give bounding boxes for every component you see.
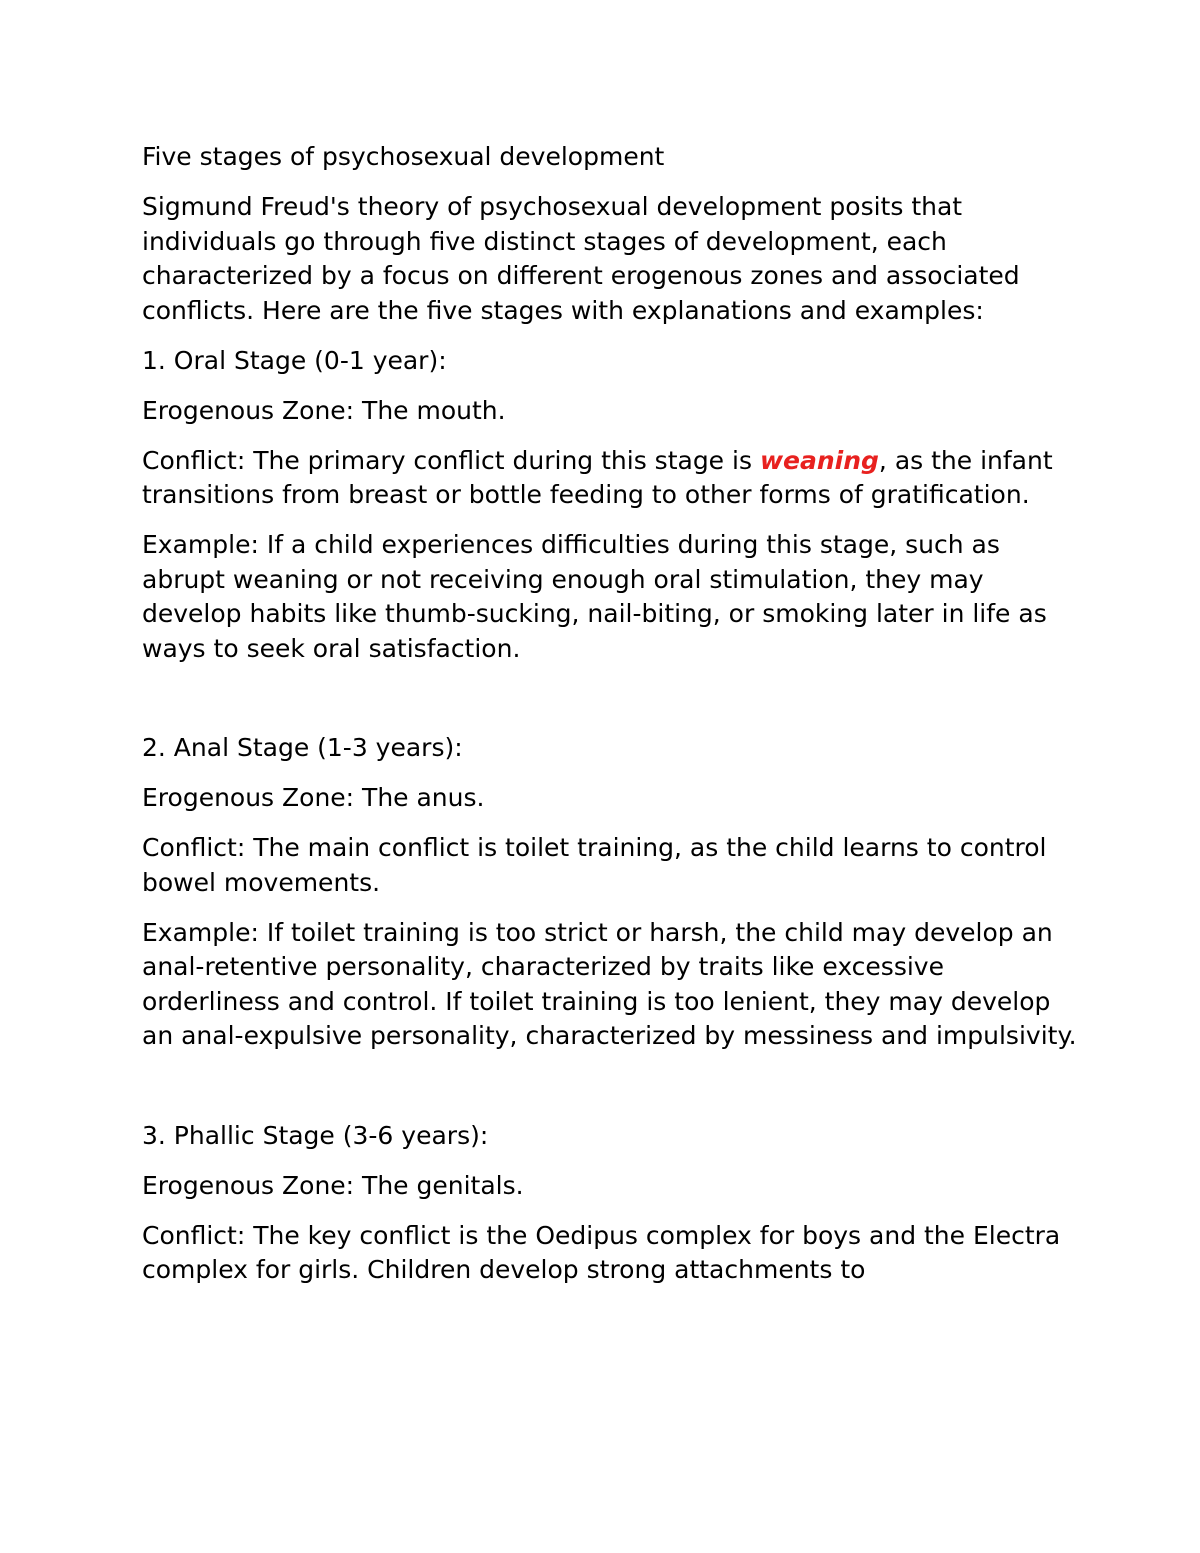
document-page (142, 140, 1082, 1303)
stage-1-example: Example: If a child experiences difficulties during this stage, such as abrupt weaning or not receiving enough oral stimulation, they may develop habits like thumb-sucking, nail-biting, or smoking later in life as ways to seek oral satisfaction. (142, 530, 1047, 663)
stage-2-zone: Erogenous Zone: The anus. (142, 783, 485, 812)
stage-1-conflict (142, 444, 1082, 513)
stage-1-heading: 1. Oral Stage (0-1 year): (142, 345, 447, 375)
stage-2-heading: 2. Anal Stage (1-3 years): (142, 733, 463, 762)
stage-3-zone: Erogenous Zone: The genitals. (142, 1170, 524, 1200)
highlighted-term: weaning (759, 445, 879, 475)
stage-3-heading: 3. Phallic Stage (3-6 years): (142, 1120, 489, 1150)
intro-paragraph: Sigmund Freud's theory of psychosexual development posits that individuals go through five distinct stages of development, each characterized by a focus on different erogenous zones and associated conflicts. Here are the five stages with explanations and examples: (142, 192, 1020, 325)
stage-2-example: Example: If toilet training is too strict or harsh, the child may develop an anal-retentive personality, characterized by traits like excessive orderliness and control. If toilet training is too lenient, they may develop an anal-expulsive personality, characterized by messiness and impulsivity. (142, 917, 1077, 1050)
document-title: Five stages of psychosexual development (142, 142, 665, 171)
stage-1-conflict-text-after: , as the infant transitions from breast or bottle feeding to other forms of gratification. (142, 445, 1053, 509)
stage-3-conflict: Conflict: The key conflict is the Oedipus complex for boys and the Electra complex for girls. Children develop strong attachments to (142, 1220, 1061, 1284)
stage-2-conflict: Conflict: The main conflict is toilet training, as the child learns to control bowel movements. (142, 833, 1047, 897)
stage-1-zone: Erogenous Zone: The mouth. (142, 395, 506, 425)
stage-1-conflict-text-before: Conflict: The primary conflict during this stage is (142, 445, 760, 475)
